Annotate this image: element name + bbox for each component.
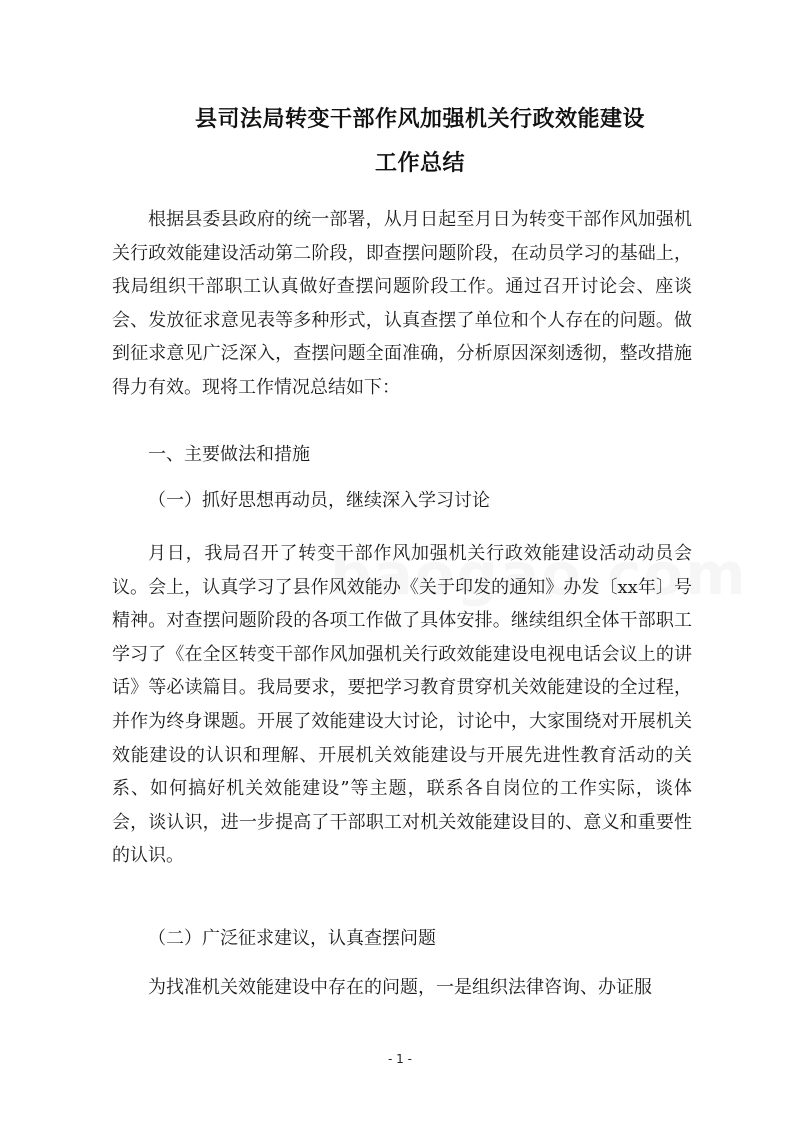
document-title-line-1: 县司法局转变干部作风加强机关行政效能建设: [194, 107, 645, 132]
document-title-line-2: 工作总结: [374, 151, 465, 176]
subsection-heading-2: （二）广泛征求建议，认真查摆问题: [148, 928, 436, 949]
body-paragraph-3: 为找准机关效能建设中存在的问题，一是组织法律咨询、办证服: [148, 977, 652, 998]
section-heading-main-measures: 一、主要做法和措施: [148, 444, 310, 465]
watermark: [330, 540, 748, 608]
intro-paragraph: 根据县委县政府的统一部署，从月日起至月日为转变干部作风加强机关行政效能建设活动第二阶段，即查摆问题阶段，在动员学习的基础上，我局组织干部职工认真做好查摆问题阶段工作。通过召开讨论会、座谈会、发放征求意见表等多种形式，认真查摆了单位和个人存在的问题。做到征求意见广泛深入，查摆问题全面准确，分析原因深刻透彻，整改措施得力有效。现将工作情况总结如下：: [112, 209, 692, 398]
subsection-heading-1: （一）抓好思想再动员，继续深入学习讨论: [148, 490, 490, 511]
body-paragraph-2: 月日，我局召开了转变干部作风加强机关行政效能建设活动动员会议。会上，认真学习了县作风效能办《关于印发的通知》办发〔xx年〕号精神。对查摆问题阶段的各项工作做了具体安排。继续组织全体干部职工学习了《在全区转变干部作风加强机关行政效能建设电视电话会议上的讲话》等必读篇目。我局要求，要把学习教育贯穿机关效能建设的全过程，并作为终身课题。开展了效能建设大讨论，讨论中，大家围绕对开展机关效能建设的认识和理解、开展机关效能建设与开展先进性教育活动的关系、如何搞好机关效能建设”等主题，联系各自岗位的工作实际，谈体会，谈认识，进一步提高了干部职工对机关效能建设目的、意义和重要性的认识。: [112, 543, 692, 867]
page-number: - 1 -: [388, 1052, 412, 1066]
